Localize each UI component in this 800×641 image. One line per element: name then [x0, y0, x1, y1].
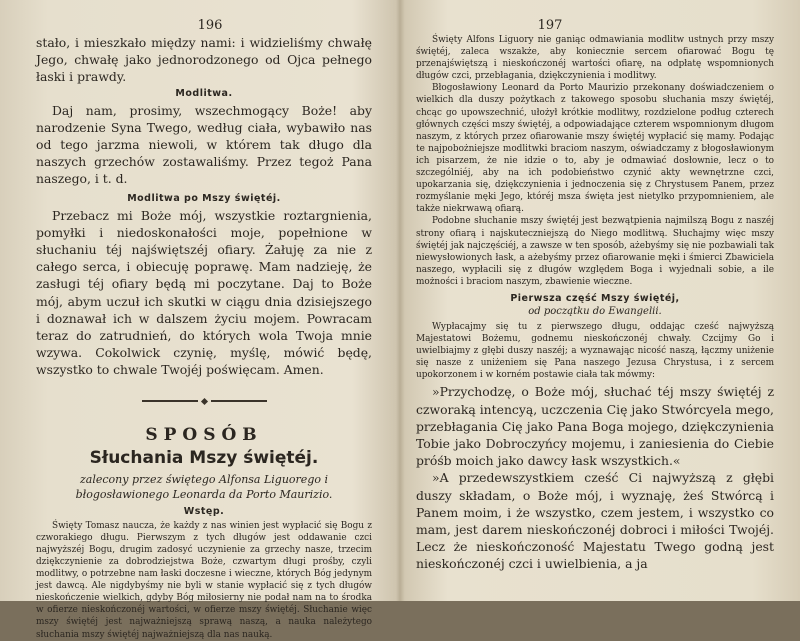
paragraph: Podobne słuchanie mszy świętéj jest bezwątpienia najmilszą Bogu z naszéj strony ofiarą i najskuteczniejszą do Niego modlitwą. Słuchajmy więc mszy świętéj jak najczęściéj, a zawsze w ten sposób, ażebyśmy się nie pozbawiali tak niewysłowionych łask, a ażebyśmy przez ofiarowanie męki i śmierci Zbawiciela naszego, wypłacili się z długów względem Boga i wyjednali sobie, a ile możności i braciom naszym, zbawienie wieczne. [416, 216, 774, 287]
paragraph: Święty Tomasz naucza, że każdy z nas winien jest wypłacić się Bogu z czworakiego długu. Pierwszym z tych długów jest oddawanie czci najwyższéj Bogu, drugim zadosyć uczynienie za grzechy nasze, trzecim dziękczynienie za dobrodziejstwa Boże, czwartym długi prośby, czyli modlitwy, o potrzebne nam łaski doczesne i wieczne, których Bóg jedynym jest dawcą. Ale nigdybyśmy nie byli w stanie wypłacić się z tych długów nieskończenie wielkich, gdyby Bóg miłosierny nie podał nam na to środka w ofierze nieskończonéj wartości, w ofierze mszy świętéj. Słuchanie więc mszy świętéj jest najważniejszą sprawą naszą, a nauka należytego słuchania mszy świętéj najważniejszą dla nas nauką. [36, 520, 372, 640]
right-page [402, 0, 800, 601]
paragraph: »Przychodzę, o Boże mój, słuchać téj mszy świętéj z czworaką intencyą, uczczenia Cię jako Stwórcyela mego, przebłagania Cię jako Pana Boga mojego, dziękczynienia Tobie jako Dobroczyńcy mojemu, i zaniesienia do Ciebie próśb moich jako dawcy łask wszystkich.« [416, 384, 774, 469]
chapter-subtitle: Słuchania Mszy świętéj. [89, 447, 319, 468]
chapter-title: SPOSÓB [145, 424, 263, 445]
paragraph: Daj nam, prosimy, wszechmogący Boże! aby narodzenie Syna Twego, według ciała, wybawiło nas od tego jarzma niewoli, w którem tak długo dla naszych grzechów zostawaliśmy. Przez tegoż Pana naszego, i t. d. [36, 102, 372, 187]
chapter-attribution: zalecony przez świętego Alfonsa Liguorego i błogosławionego Leonarda da Porto Maurizio. [75, 472, 333, 501]
left-page [0, 0, 398, 640]
paragraph: Święty Alfons Liguory nie ganiąc odmawiania modlitw ustnych przy mszy świętéj, zaleca wszakże, aby koniecznie sercem ofiarować Bogu tę przenajświętszą i nieskończonéj wartości ofiarę, na odpłatę wspomnionych długów czci, przebłagania, dziękczynienia i modlitwy. [416, 35, 774, 82]
decorative-rule [36, 391, 372, 410]
paragraph: Błogosławiony Leonard da Porto Maurizio przekonany doświadczeniem o wielkich dla duszy pożytkach z takowego sposobu słuchania mszy świętéj, chcąc go upowszechnić, ułożył krótkie modlitwy, rozdzielone podług czterech głównych części mszy świętéj, a odpowiadające czterem wspomnionym długom naszym, z których przez ofiarowanie mszy świętéj wypłacić się mamy. Podając te najpobożniejsze modlitwki braciom naszym, oświadczamy z błogosławionym ich pisarzem, że nie idzie o to, aby je odmawiać dosłownie, lecz o to szczególniéj, aby na ich podobieństwo czynić akty wewnętrzne czci, upokarzania się, dziękczynienia i jednoczenia się z Chrystusem Panem, przez rozmyślanie męki Jego, któréj msza święta jest nietylko przypomnieniem, ale także niekrwawą ofiarą. [416, 83, 774, 215]
page-number-right: 197 [537, 18, 563, 33]
left-page-text [36, 34, 372, 641]
paragraph: »A przedewszystkiem cześć Ci najwyższą z głębi duszy składam, o Boże mój, i wyznaję, żeś Stwórcą i Panem moim, i że wszystko, czem jestem, i wszystko co mam, jest darem nieskończonéj dobroci i miłości Twojéj. Lecz że nieskończoność Majestatu Twego godną jest nieskończonéj czci i uwielbienia, a ja [416, 470, 774, 572]
section-heading: Wstęp. [183, 505, 225, 517]
section-heading: Modlitwa po Mszy świętéj. [127, 192, 281, 204]
right-page-text [416, 34, 774, 573]
section-heading: Pierwsza część Mszy świętéj, [510, 292, 680, 304]
paragraph: Przebacz mi Boże mój, wszystkie roztargnienia, pomyłki i niedoskonałości moje, popełnione w słuchaniu téj najświętszéj ofiary. Żałuję za nie z całego serca, i obiecuję poprawę. Mam nadzieję, że zasługi téj ofiary będą mi poczytane. Daj to Boże mój, abym uczuł ich skutki w ciągu dnia dzisiejszego i doznawał ich w dalszem życiu mojem. Powracam teraz do zatrudnień, do których wola Twoja mnie wzywa. Cokolwick czynię, myślę, mówić będę, wszystko to chwale Twojéj poświęcam. Amen. [36, 207, 372, 378]
paragraph: Wypłacajmy się tu z pierwszego długu, oddając cześć najwyższą Majestatowi Bożemu, godnemu nieskończonéj chwały. Czcijmy Go i uwielbiajmy z głębi duszy naszéj; a wyznawając nicość naszą, łączmy uniżenie się nasze z uniżeniem się Pana naszego Jezusa Chrystusa, i z sercem upokorzonem i w korném postawie ciała tak mówmy: [416, 321, 774, 381]
section-heading: Modlitwa. [175, 87, 233, 99]
page-number-left: 196 [197, 18, 223, 33]
section-subheading: od początku do Ewangelii. [528, 305, 662, 317]
paragraph: stało, i mieszkało między nami: i widzieliśmy chwałę Jego, chwałę jako jednorodzonego od Ojca pełnego łaski i prawdy. [36, 35, 372, 85]
